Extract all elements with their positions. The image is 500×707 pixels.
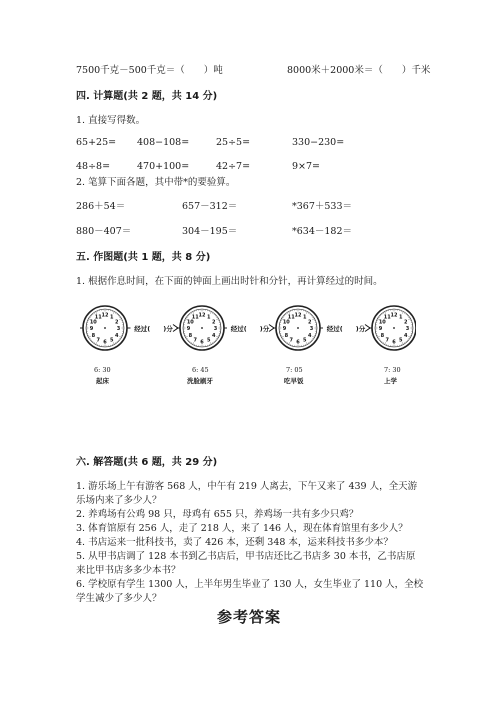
written-calc-item: 304－195＝	[182, 226, 238, 237]
section5-q1: 1. 根据作息时间，在下面的钟面上画出时针和分针，再计算经过的时间。	[76, 276, 383, 287]
clock-numeral: 11	[383, 314, 391, 321]
clock-numeral: 1	[110, 314, 114, 321]
section5-heading: 五. 作图题(共 1 题，共 8 分)	[76, 252, 211, 263]
clock-numeral: 8	[284, 332, 289, 339]
clock-numeral: 9	[378, 326, 383, 332]
clock-time-3: 7: 05	[286, 366, 303, 374]
written-calc-item: 286＋54＝	[76, 201, 126, 212]
clock-activity-3: 吃早饭	[284, 377, 304, 385]
clock-numeral: 6	[392, 339, 396, 346]
clock-numeral: 1	[207, 314, 211, 321]
clock-numeral: 2	[307, 319, 312, 326]
clock-numeral: 10	[186, 319, 194, 326]
top-problem-right: 8000米＋2000米＝（ ）千米	[287, 65, 431, 76]
clock-numeral: 10	[378, 319, 386, 326]
clock-activity-2: 洗脸刷牙	[187, 377, 213, 385]
clock-numeral: 10	[89, 319, 97, 326]
clock-numeral: 7	[289, 337, 293, 344]
clock-numeral: 3	[309, 326, 314, 332]
clock-numeral: 3	[213, 326, 218, 332]
clock-numeral: 8	[380, 332, 385, 339]
clock-time-4: 7: 30	[384, 366, 401, 374]
section4-q1: 1. 直接写得数。	[76, 115, 146, 126]
clock-numeral: 9	[186, 326, 191, 332]
clock-center-dot	[201, 327, 203, 329]
clock-numeral: 5	[399, 337, 403, 344]
section6-heading: 六. 解答题(共 6 题，共 29 分)	[76, 457, 218, 468]
clock-numeral: 4	[307, 332, 312, 339]
clock-numeral: 2	[114, 319, 119, 326]
clock-numeral: 7	[96, 337, 100, 344]
clock-numeral: 5	[303, 337, 307, 344]
clock-numeral: 2	[211, 319, 216, 326]
clock-time-2: 6: 45	[192, 366, 209, 374]
clock-numeral: 8	[188, 332, 193, 339]
clock-center-dot	[297, 327, 299, 329]
clock-center-dot	[393, 327, 395, 329]
word-problem-line: 4. 书店运来一批科技书，卖了 426 本，还剩 348 本，运来科技书多少本？	[76, 537, 393, 548]
section4-q2: 2. 笔算下面各题，其中带*的要验算。	[76, 177, 236, 188]
written-calc-item: *367＋533＝	[292, 201, 353, 212]
elapsed-time-arrow	[131, 323, 179, 333]
top-problem-left: 7500千克－500千克＝（ ）吨	[76, 65, 223, 76]
clock-numeral: 11	[287, 314, 295, 321]
word-problem-line: 乐场内来了多少人？	[76, 495, 162, 506]
calc-item: 25÷5=	[216, 137, 251, 148]
clock-numeral: 9	[282, 326, 287, 332]
word-problem-line: 3. 体育馆原有 256 人，走了 218 人，来了 146 人，现在体育馆里有多少人？	[76, 523, 408, 534]
clock-schedule-diagram	[76, 300, 416, 390]
clock-numeral: 5	[110, 337, 114, 344]
clock-numeral: 5	[207, 337, 211, 344]
calc-item: 42÷7=	[216, 161, 251, 172]
answers-title: 参考答案	[217, 608, 282, 626]
word-problem-line: 1. 游乐场上午有游客 568 人，中午有 219 人离去，下午又来了 439 人，全天游	[76, 481, 418, 492]
clock-numeral: 6	[103, 339, 107, 346]
clock-numeral: 3	[405, 326, 410, 332]
clock-time-1: 6: 30	[94, 366, 111, 374]
clock-numeral: 2	[403, 319, 408, 326]
clock-activity-1: 起床	[96, 377, 109, 385]
calc-item: 48÷8=	[76, 161, 111, 172]
elapsed-time-label: 经过( )分	[134, 325, 173, 333]
elapsed-time-arrow	[227, 323, 274, 333]
written-calc-item: 880－407＝	[76, 226, 132, 237]
clock-numeral: 11	[94, 314, 102, 321]
clock-numeral: 4	[211, 332, 216, 339]
clock-numeral: 12	[198, 312, 206, 319]
clock-numeral: 8	[91, 332, 96, 339]
calc-item: 9×7=	[292, 161, 321, 172]
written-calc-item: 657－312＝	[182, 201, 238, 212]
clock-numeral: 10	[282, 319, 290, 326]
elapsed-time-label: 经过( )分	[230, 325, 270, 333]
clock-numeral: 6	[200, 339, 204, 346]
word-problem-line: 5. 从甲书店调了 128 本书到乙书店后，甲书店还比乙书店多 30 本书，乙书店原	[76, 551, 416, 562]
word-problem-line: 6. 学校原有学生 1300 人，上半年男生毕业了 130 人，女生毕业了 110 人，全校	[76, 579, 424, 590]
clock-numeral: 12	[294, 312, 302, 319]
clock-numeral: 11	[191, 314, 199, 321]
word-problem-line: 2. 养鸡场有公鸡 98 只，母鸡有 655 只，养鸡场一共有多少只鸡？	[76, 509, 359, 520]
clock-activity-4: 上学	[384, 377, 397, 385]
elapsed-time-arrow	[323, 323, 370, 333]
word-problem-line: 来比甲书店多多少本书？	[76, 565, 181, 576]
clock-face	[83, 306, 127, 350]
clock-numeral: 3	[116, 326, 121, 332]
clock-numeral: 7	[385, 337, 389, 344]
word-problem-line: 学生减少了多少人？	[76, 593, 162, 604]
elapsed-time-label: 经过( )分	[326, 325, 366, 333]
clock-numeral: 4	[403, 332, 408, 339]
clock-center-dot	[104, 327, 106, 329]
section4-heading: 四. 计算题(共 2 题，共 14 分)	[76, 91, 218, 102]
calc-item: 65+25=	[76, 137, 117, 148]
clock-face	[180, 306, 224, 350]
written-calc-item: *634－182＝	[292, 226, 353, 237]
clock-numeral: 9	[89, 326, 94, 332]
clock-face	[276, 306, 320, 350]
clock-numeral: 4	[114, 332, 119, 339]
calc-item: 330−230=	[292, 137, 345, 148]
clock-face	[372, 306, 416, 350]
clock-numeral: 12	[390, 312, 398, 319]
clock-numeral: 12	[101, 312, 109, 319]
clock-numeral: 1	[303, 314, 307, 321]
clock-numeral: 7	[193, 337, 197, 344]
calc-item: 408−108=	[137, 137, 190, 148]
calc-item: 470+100=	[137, 161, 190, 172]
clock-numeral: 1	[399, 314, 403, 321]
clock-numeral: 6	[296, 339, 300, 346]
